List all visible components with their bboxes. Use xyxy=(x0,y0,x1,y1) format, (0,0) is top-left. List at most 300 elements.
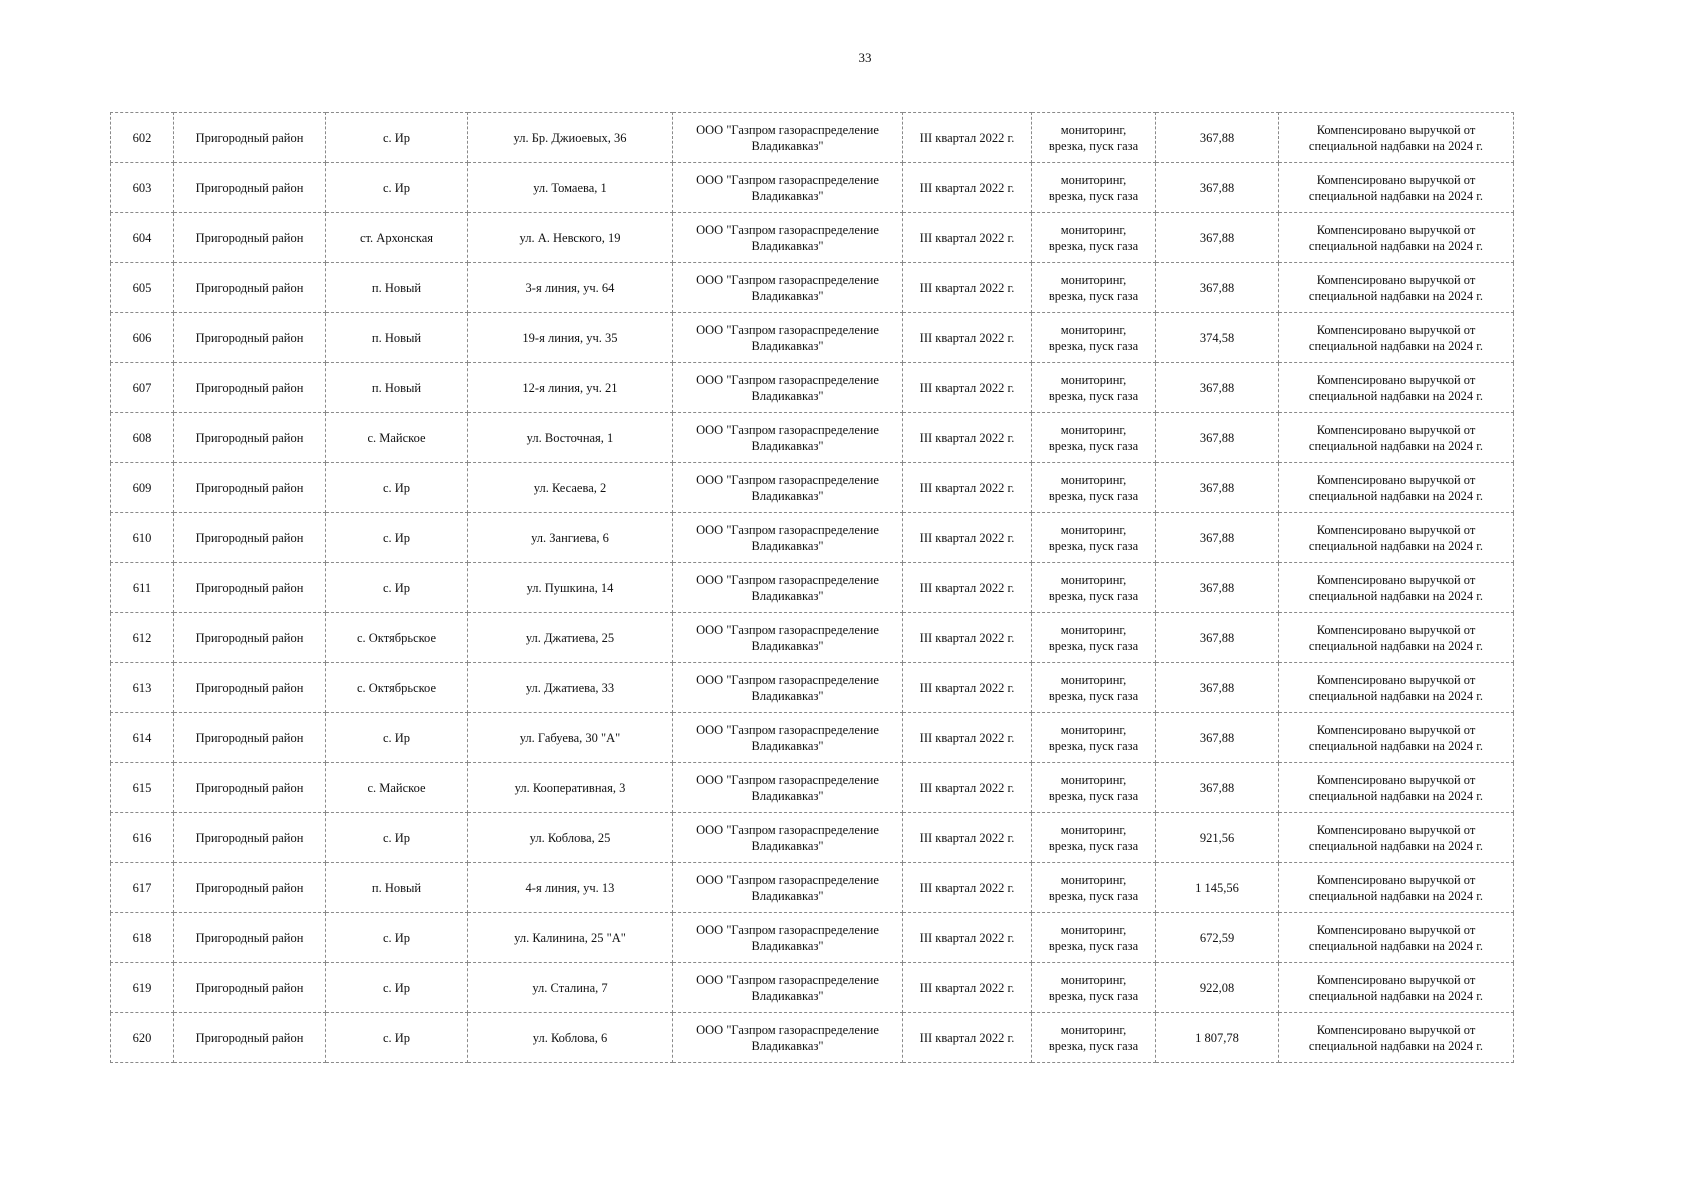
organization-line: ООО "Газпром газораспределение xyxy=(696,322,879,337)
period-cell: III квартал 2022 г. xyxy=(903,113,1032,163)
organization-cell xyxy=(673,613,903,663)
works-line: врезка, пуск газа xyxy=(1048,138,1139,153)
works-line: мониторинг, xyxy=(1060,122,1127,137)
works-line: мониторинг, xyxy=(1060,522,1127,537)
period-cell: III квартал 2022 г. xyxy=(903,363,1032,413)
note-line: специальной надбавки на 2024 г. xyxy=(1308,588,1484,603)
note-cell xyxy=(1279,713,1514,763)
gasification-table xyxy=(110,112,1514,1063)
period-cell: III квартал 2022 г. xyxy=(903,463,1032,513)
works-line: мониторинг, xyxy=(1060,822,1127,837)
period-cell: III квартал 2022 г. xyxy=(903,763,1032,813)
works-line: мониторинг, xyxy=(1060,422,1127,437)
district-cell: Пригородный район xyxy=(174,663,326,713)
works-line: мониторинг, xyxy=(1060,322,1127,337)
works-line: врезка, пуск газа xyxy=(1048,888,1139,903)
period-cell: III квартал 2022 г. xyxy=(903,863,1032,913)
note-line: Компенсировано выручкой от xyxy=(1316,672,1476,687)
period-cell: III квартал 2022 г. xyxy=(903,213,1032,263)
note-cell xyxy=(1279,113,1514,163)
works-cell xyxy=(1032,713,1156,763)
organization-line: ООО "Газпром газораспределение xyxy=(696,672,879,687)
amount-cell: 367,88 xyxy=(1156,763,1279,813)
amount-cell: 922,08 xyxy=(1156,963,1279,1013)
works-line: мониторинг, xyxy=(1060,972,1127,987)
works-cell xyxy=(1032,263,1156,313)
row-number-cell: 619 xyxy=(111,963,174,1013)
works-cell xyxy=(1032,863,1156,913)
works-cell xyxy=(1032,163,1156,213)
amount-cell: 672,59 xyxy=(1156,913,1279,963)
address-cell: ул. Калинина, 25 "А" xyxy=(468,913,673,963)
note-cell xyxy=(1279,913,1514,963)
row-number-cell: 612 xyxy=(111,613,174,663)
period-cell: III квартал 2022 г. xyxy=(903,163,1032,213)
works-line: врезка, пуск газа xyxy=(1048,388,1139,403)
district-cell: Пригородный район xyxy=(174,913,326,963)
row-number-cell: 614 xyxy=(111,713,174,763)
row-number-cell: 603 xyxy=(111,163,174,213)
amount-cell: 367,88 xyxy=(1156,713,1279,763)
locality-cell: с. Ир xyxy=(326,963,468,1013)
page-number: 33 xyxy=(858,50,872,65)
organization-line: ООО "Газпром газораспределение xyxy=(696,1022,879,1037)
district-cell: Пригородный район xyxy=(174,813,326,863)
organization-line: ООО "Газпром газораспределение xyxy=(696,622,879,637)
district-cell: Пригородный район xyxy=(174,1013,326,1063)
organization-line: Владикавказ" xyxy=(751,188,824,203)
organization-line: Владикавказ" xyxy=(751,138,824,153)
works-line: мониторинг, xyxy=(1060,622,1127,637)
table-row xyxy=(111,913,1514,963)
note-line: специальной надбавки на 2024 г. xyxy=(1308,188,1484,203)
organization-cell xyxy=(673,413,903,463)
works-cell xyxy=(1032,813,1156,863)
note-cell xyxy=(1279,213,1514,263)
note-line: Компенсировано выручкой от xyxy=(1316,722,1476,737)
organization-line: Владикавказ" xyxy=(751,1038,824,1053)
period-cell: III квартал 2022 г. xyxy=(903,713,1032,763)
works-line: врезка, пуск газа xyxy=(1048,1038,1139,1053)
note-line: специальной надбавки на 2024 г. xyxy=(1308,288,1484,303)
note-line: Компенсировано выручкой от xyxy=(1316,922,1476,937)
works-line: врезка, пуск газа xyxy=(1048,738,1139,753)
organization-line: Владикавказ" xyxy=(751,488,824,503)
row-number-cell: 620 xyxy=(111,1013,174,1063)
table-row xyxy=(111,363,1514,413)
note-line: Компенсировано выручкой от xyxy=(1316,572,1476,587)
table-row xyxy=(111,313,1514,363)
amount-cell: 367,88 xyxy=(1156,513,1279,563)
note-cell xyxy=(1279,763,1514,813)
organization-line: ООО "Газпром газораспределение xyxy=(696,822,879,837)
note-cell xyxy=(1279,963,1514,1013)
organization-line: Владикавказ" xyxy=(751,588,824,603)
organization-cell xyxy=(673,763,903,813)
organization-line: ООО "Газпром газораспределение xyxy=(696,422,879,437)
note-line: Компенсировано выручкой от xyxy=(1316,222,1476,237)
district-cell: Пригородный район xyxy=(174,513,326,563)
organization-line: Владикавказ" xyxy=(751,888,824,903)
note-cell xyxy=(1279,1013,1514,1063)
address-cell: ул. Пушкина, 14 xyxy=(468,563,673,613)
note-line: Компенсировано выручкой от xyxy=(1316,272,1476,287)
note-line: Компенсировано выручкой от xyxy=(1316,772,1476,787)
note-cell xyxy=(1279,813,1514,863)
table-row xyxy=(111,613,1514,663)
note-line: специальной надбавки на 2024 г. xyxy=(1308,738,1484,753)
period-cell: III квартал 2022 г. xyxy=(903,413,1032,463)
works-line: врезка, пуск газа xyxy=(1048,638,1139,653)
note-line: специальной надбавки на 2024 г. xyxy=(1308,938,1484,953)
organization-line: Владикавказ" xyxy=(751,838,824,853)
amount-cell: 367,88 xyxy=(1156,663,1279,713)
row-number-cell: 611 xyxy=(111,563,174,613)
table-row xyxy=(111,463,1514,513)
organization-line: Владикавказ" xyxy=(751,788,824,803)
works-line: врезка, пуск газа xyxy=(1048,538,1139,553)
works-cell xyxy=(1032,113,1156,163)
locality-cell: с. Майское xyxy=(326,413,468,463)
organization-line: ООО "Газпром газораспределение xyxy=(696,472,879,487)
works-cell xyxy=(1032,763,1156,813)
table-row xyxy=(111,263,1514,313)
works-line: врезка, пуск газа xyxy=(1048,288,1139,303)
note-line: специальной надбавки на 2024 г. xyxy=(1308,538,1484,553)
note-line: специальной надбавки на 2024 г. xyxy=(1308,138,1484,153)
address-cell: 4-я линия, уч. 13 xyxy=(468,863,673,913)
district-cell: Пригородный район xyxy=(174,113,326,163)
works-line: врезка, пуск газа xyxy=(1048,188,1139,203)
period-cell: III квартал 2022 г. xyxy=(903,813,1032,863)
note-cell xyxy=(1279,263,1514,313)
amount-cell: 367,88 xyxy=(1156,213,1279,263)
note-cell xyxy=(1279,663,1514,713)
note-line: Компенсировано выручкой от xyxy=(1316,872,1476,887)
address-cell: ул. Джатиева, 33 xyxy=(468,663,673,713)
locality-cell: с. Ир xyxy=(326,913,468,963)
note-line: Компенсировано выручкой от xyxy=(1316,972,1476,987)
table-row xyxy=(111,813,1514,863)
note-line: специальной надбавки на 2024 г. xyxy=(1308,488,1484,503)
note-line: специальной надбавки на 2024 г. xyxy=(1308,788,1484,803)
organization-line: ООО "Газпром газораспределение xyxy=(696,522,879,537)
note-line: Компенсировано выручкой от xyxy=(1316,522,1476,537)
district-cell: Пригородный район xyxy=(174,213,326,263)
table-row xyxy=(111,1013,1514,1063)
organization-cell xyxy=(673,263,903,313)
organization-line: Владикавказ" xyxy=(751,288,824,303)
row-number-cell: 607 xyxy=(111,363,174,413)
works-line: врезка, пуск газа xyxy=(1048,688,1139,703)
amount-cell: 367,88 xyxy=(1156,113,1279,163)
works-line: врезка, пуск газа xyxy=(1048,938,1139,953)
row-number-cell: 605 xyxy=(111,263,174,313)
table-row xyxy=(111,213,1514,263)
works-line: врезка, пуск газа xyxy=(1048,438,1139,453)
organization-line: ООО "Газпром газораспределение xyxy=(696,372,879,387)
works-line: мониторинг, xyxy=(1060,872,1127,887)
table-row xyxy=(111,663,1514,713)
district-cell: Пригородный район xyxy=(174,363,326,413)
works-cell xyxy=(1032,513,1156,563)
note-cell xyxy=(1279,163,1514,213)
note-cell xyxy=(1279,413,1514,463)
organization-line: ООО "Газпром газораспределение xyxy=(696,772,879,787)
table-row xyxy=(111,763,1514,813)
row-number-cell: 617 xyxy=(111,863,174,913)
address-cell: 12-я линия, уч. 21 xyxy=(468,363,673,413)
note-line: специальной надбавки на 2024 г. xyxy=(1308,688,1484,703)
table-row xyxy=(111,163,1514,213)
organization-line: ООО "Газпром газораспределение xyxy=(696,172,879,187)
row-number-cell: 609 xyxy=(111,463,174,513)
organization-line: Владикавказ" xyxy=(751,238,824,253)
organization-cell xyxy=(673,163,903,213)
district-cell: Пригородный район xyxy=(174,163,326,213)
row-number-cell: 615 xyxy=(111,763,174,813)
amount-cell: 374,58 xyxy=(1156,313,1279,363)
works-line: мониторинг, xyxy=(1060,772,1127,787)
period-cell: III квартал 2022 г. xyxy=(903,313,1032,363)
works-cell xyxy=(1032,463,1156,513)
organization-cell xyxy=(673,813,903,863)
organization-cell xyxy=(673,463,903,513)
note-line: специальной надбавки на 2024 г. xyxy=(1308,238,1484,253)
period-cell: III квартал 2022 г. xyxy=(903,613,1032,663)
address-cell: ул. Кесаева, 2 xyxy=(468,463,673,513)
table-row xyxy=(111,513,1514,563)
period-cell: III квартал 2022 г. xyxy=(903,913,1032,963)
note-line: специальной надбавки на 2024 г. xyxy=(1308,438,1484,453)
note-cell xyxy=(1279,613,1514,663)
locality-cell: с. Майское xyxy=(326,763,468,813)
table-row xyxy=(111,963,1514,1013)
amount-cell: 1 145,56 xyxy=(1156,863,1279,913)
district-cell: Пригородный район xyxy=(174,763,326,813)
organization-cell xyxy=(673,963,903,1013)
note-cell xyxy=(1279,463,1514,513)
works-line: мониторинг, xyxy=(1060,1022,1127,1037)
works-line: мониторинг, xyxy=(1060,272,1127,287)
note-cell xyxy=(1279,563,1514,613)
works-cell xyxy=(1032,963,1156,1013)
amount-cell: 367,88 xyxy=(1156,263,1279,313)
locality-cell: с. Ир xyxy=(326,113,468,163)
note-line: Компенсировано выручкой от xyxy=(1316,1022,1476,1037)
organization-line: ООО "Газпром газораспределение xyxy=(696,722,879,737)
note-line: специальной надбавки на 2024 г. xyxy=(1308,888,1484,903)
organization-line: Владикавказ" xyxy=(751,388,824,403)
note-line: Компенсировано выручкой от xyxy=(1316,622,1476,637)
district-cell: Пригородный район xyxy=(174,863,326,913)
works-line: мониторинг, xyxy=(1060,572,1127,587)
note-line: Компенсировано выручкой от xyxy=(1316,822,1476,837)
organization-cell xyxy=(673,713,903,763)
locality-cell: с. Ир xyxy=(326,1013,468,1063)
amount-cell: 367,88 xyxy=(1156,363,1279,413)
table-row xyxy=(111,863,1514,913)
organization-line: ООО "Газпром газораспределение xyxy=(696,122,879,137)
works-line: врезка, пуск газа xyxy=(1048,588,1139,603)
period-cell: III квартал 2022 г. xyxy=(903,963,1032,1013)
note-line: специальной надбавки на 2024 г. xyxy=(1308,388,1484,403)
note-cell xyxy=(1279,513,1514,563)
organization-line: Владикавказ" xyxy=(751,638,824,653)
organization-line: ООО "Газпром газораспределение xyxy=(696,222,879,237)
period-cell: III квартал 2022 г. xyxy=(903,513,1032,563)
row-number-cell: 610 xyxy=(111,513,174,563)
period-cell: III квартал 2022 г. xyxy=(903,1013,1032,1063)
amount-cell: 367,88 xyxy=(1156,163,1279,213)
table-row xyxy=(111,413,1514,463)
locality-cell: ст. Архонская xyxy=(326,213,468,263)
address-cell: ул. Габуева, 30 "А" xyxy=(468,713,673,763)
organization-cell xyxy=(673,513,903,563)
locality-cell: с. Ир xyxy=(326,513,468,563)
locality-cell: п. Новый xyxy=(326,363,468,413)
organization-cell xyxy=(673,313,903,363)
amount-cell: 921,56 xyxy=(1156,813,1279,863)
note-cell xyxy=(1279,313,1514,363)
row-number-cell: 608 xyxy=(111,413,174,463)
locality-cell: с. Октябрьское xyxy=(326,613,468,663)
works-line: врезка, пуск газа xyxy=(1048,788,1139,803)
district-cell: Пригородный район xyxy=(174,263,326,313)
works-cell xyxy=(1032,313,1156,363)
organization-cell xyxy=(673,563,903,613)
address-cell: ул. Джатиева, 25 xyxy=(468,613,673,663)
works-cell xyxy=(1032,363,1156,413)
works-cell xyxy=(1032,913,1156,963)
works-line: мониторинг, xyxy=(1060,722,1127,737)
works-cell xyxy=(1032,613,1156,663)
note-line: Компенсировано выручкой от xyxy=(1316,122,1476,137)
district-cell: Пригородный район xyxy=(174,413,326,463)
note-line: специальной надбавки на 2024 г. xyxy=(1308,638,1484,653)
address-cell: ул. Бр. Джиоевых, 36 xyxy=(468,113,673,163)
locality-cell: с. Ир xyxy=(326,163,468,213)
locality-cell: с. Ир xyxy=(326,563,468,613)
locality-cell: с. Ир xyxy=(326,713,468,763)
amount-cell: 367,88 xyxy=(1156,463,1279,513)
table-row xyxy=(111,113,1514,163)
row-number-cell: 606 xyxy=(111,313,174,363)
period-cell: III квартал 2022 г. xyxy=(903,563,1032,613)
organization-line: Владикавказ" xyxy=(751,438,824,453)
organization-cell xyxy=(673,663,903,713)
locality-cell: п. Новый xyxy=(326,313,468,363)
table-body xyxy=(111,113,1514,1063)
organization-line: Владикавказ" xyxy=(751,688,824,703)
note-line: специальной надбавки на 2024 г. xyxy=(1308,338,1484,353)
works-line: врезка, пуск газа xyxy=(1048,488,1139,503)
locality-cell: п. Новый xyxy=(326,863,468,913)
organization-line: ООО "Газпром газораспределение xyxy=(696,572,879,587)
works-line: мониторинг, xyxy=(1060,672,1127,687)
locality-cell: с. Ир xyxy=(326,813,468,863)
organization-cell xyxy=(673,863,903,913)
works-line: мониторинг, xyxy=(1060,472,1127,487)
period-cell: III квартал 2022 г. xyxy=(903,263,1032,313)
works-line: мониторинг, xyxy=(1060,172,1127,187)
amount-cell: 1 807,78 xyxy=(1156,1013,1279,1063)
organization-line: Владикавказ" xyxy=(751,538,824,553)
row-number-cell: 613 xyxy=(111,663,174,713)
works-line: врезка, пуск газа xyxy=(1048,238,1139,253)
note-line: Компенсировано выручкой от xyxy=(1316,422,1476,437)
locality-cell: с. Ир xyxy=(326,463,468,513)
row-number-cell: 602 xyxy=(111,113,174,163)
works-line: врезка, пуск газа xyxy=(1048,988,1139,1003)
amount-cell: 367,88 xyxy=(1156,413,1279,463)
works-cell xyxy=(1032,563,1156,613)
address-cell: ул. Коблова, 6 xyxy=(468,1013,673,1063)
note-line: специальной надбавки на 2024 г. xyxy=(1308,838,1484,853)
amount-cell: 367,88 xyxy=(1156,613,1279,663)
address-cell: ул. А. Невского, 19 xyxy=(468,213,673,263)
works-line: мониторинг, xyxy=(1060,222,1127,237)
organization-line: Владикавказ" xyxy=(751,938,824,953)
period-cell: III квартал 2022 г. xyxy=(903,663,1032,713)
district-cell: Пригородный район xyxy=(174,963,326,1013)
organization-line: ООО "Газпром газораспределение xyxy=(696,972,879,987)
note-line: Компенсировано выручкой от xyxy=(1316,372,1476,387)
organization-line: ООО "Газпром газораспределение xyxy=(696,272,879,287)
note-cell xyxy=(1279,863,1514,913)
works-cell xyxy=(1032,663,1156,713)
note-line: Компенсировано выручкой от xyxy=(1316,472,1476,487)
works-cell xyxy=(1032,413,1156,463)
locality-cell: п. Новый xyxy=(326,263,468,313)
locality-cell: с. Октябрьское xyxy=(326,663,468,713)
organization-cell xyxy=(673,113,903,163)
works-line: мониторинг, xyxy=(1060,372,1127,387)
works-cell xyxy=(1032,1013,1156,1063)
organization-cell xyxy=(673,1013,903,1063)
organization-line: ООО "Газпром газораспределение xyxy=(696,922,879,937)
address-cell: ул. Сталина, 7 xyxy=(468,963,673,1013)
row-number-cell: 604 xyxy=(111,213,174,263)
district-cell: Пригородный район xyxy=(174,313,326,363)
note-line: Компенсировано выручкой от xyxy=(1316,322,1476,337)
works-line: врезка, пуск газа xyxy=(1048,338,1139,353)
organization-line: Владикавказ" xyxy=(751,338,824,353)
organization-line: Владикавказ" xyxy=(751,738,824,753)
organization-line: Владикавказ" xyxy=(751,988,824,1003)
district-cell: Пригородный район xyxy=(174,613,326,663)
address-cell: ул. Восточная, 1 xyxy=(468,413,673,463)
address-cell: ул. Коблова, 25 xyxy=(468,813,673,863)
row-number-cell: 618 xyxy=(111,913,174,963)
address-cell: ул. Зангиева, 6 xyxy=(468,513,673,563)
address-cell: 3-я линия, уч. 64 xyxy=(468,263,673,313)
row-number-cell: 616 xyxy=(111,813,174,863)
amount-cell: 367,88 xyxy=(1156,563,1279,613)
table-row xyxy=(111,713,1514,763)
organization-cell xyxy=(673,213,903,263)
organization-line: ООО "Газпром газораспределение xyxy=(696,872,879,887)
address-cell: 19-я линия, уч. 35 xyxy=(468,313,673,363)
address-cell: ул. Томаева, 1 xyxy=(468,163,673,213)
works-cell xyxy=(1032,213,1156,263)
address-cell: ул. Кооперативная, 3 xyxy=(468,763,673,813)
works-line: врезка, пуск газа xyxy=(1048,838,1139,853)
district-cell: Пригородный район xyxy=(174,563,326,613)
district-cell: Пригородный район xyxy=(174,713,326,763)
note-line: специальной надбавки на 2024 г. xyxy=(1308,1038,1484,1053)
table-row xyxy=(111,563,1514,613)
